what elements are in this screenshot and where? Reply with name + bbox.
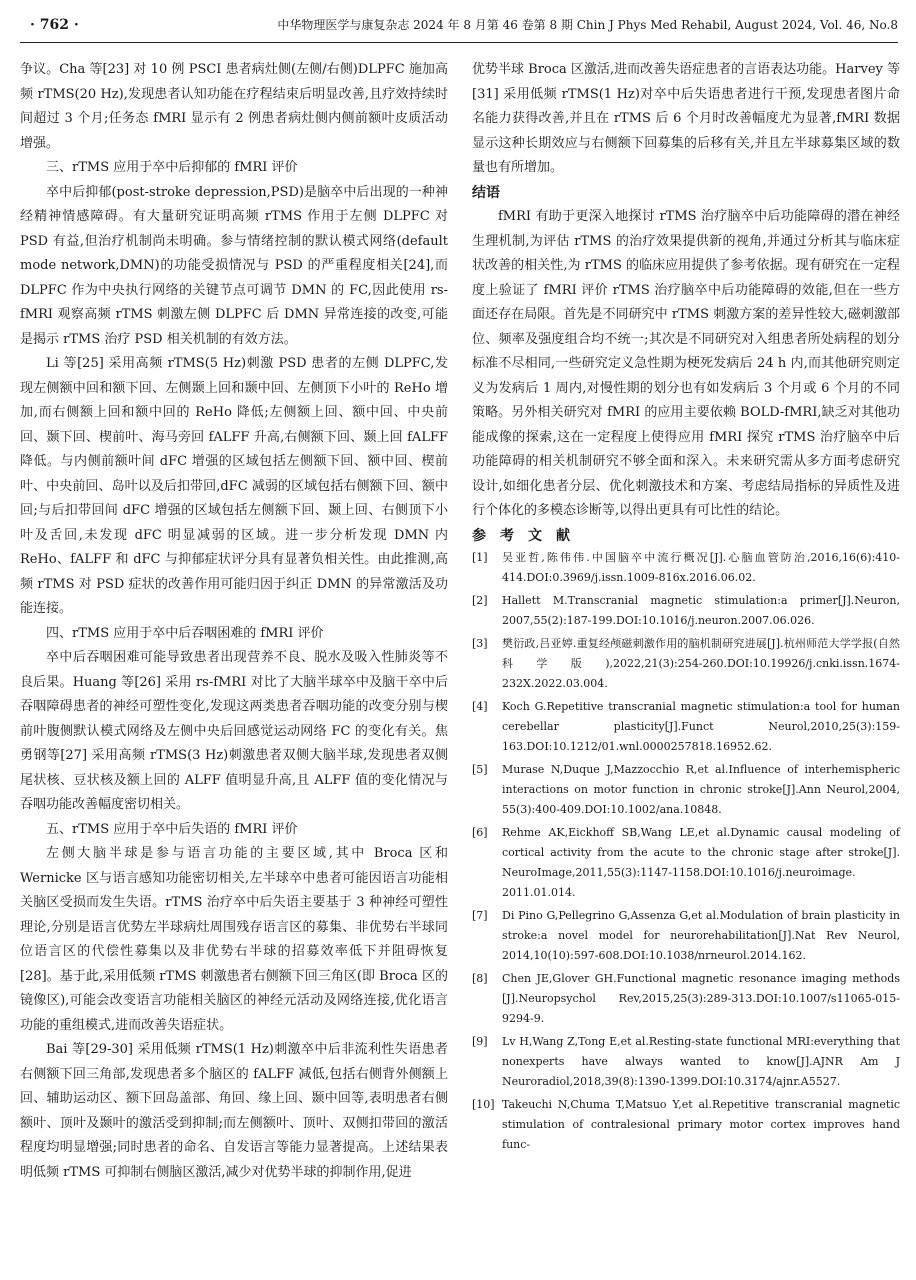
body-paragraph: 卒中后抑郁(post-stroke depression,PSD)是脑卒中后出现的一种神经精神情感障碍。有大量研究证明高频 rTMS 作用于左侧 DLPFC 对 PSD 有益,但治疗机制尚未明确。参与情绪控制的默认模式网络(default mode network,DMN)的功能受损情况与 PSD 的严重程度相关[24],而 DLPFC 作为中央执行网络的关键节点可调节 DMN 的 FC,因此使用 rs-fMRI 观察高频 rTMS 刺激左侧 DLPFC 后 DMN 异常连接的改变,可能是揭示 rTMS 治疗 PSD 相关机制的有效方法。 [20, 184, 448, 347]
page-number: · 762 · [30, 17, 79, 33]
reference-item [472, 634, 900, 694]
reference-number: [2] [472, 594, 488, 607]
reference-item [472, 823, 900, 903]
reference-item [472, 906, 900, 966]
reference-item [472, 1095, 900, 1155]
reference-text: Takeuchi N,Chuma T,Matsuo Y,et al.Repetitive transcranial magnetic stimulation of contralesional primary motor cortex improves hand func- [502, 1098, 900, 1151]
reference-number: [5] [472, 763, 488, 776]
body-paragraph: fMRI 有助于更深入地探讨 rTMS 治疗脑卒中后功能障碍的潜在神经生理机制,为评估 rTMS 的治疗效果提供新的视角,并通过分析其与临床症状改善的相关性,为 rTMS 的临床应用提供了参考依据。现有研究在一定程度上验证了 fMRI 评价 rTMS 治疗脑卒中后功能障碍的效能,但在一些方面还存在局限。首先是不同研究中 rTMS 刺激方案的差异性较大,磁刺激部位、频率及强度组合均不统一;其次是不同研究对入组患者所处病程的划分标准不尽相同,一些研究定义急性期为梗死发病后 24 h 内,而其他研究则定义为发病后 1 周内,对慢性期的划分也有如发病后 3 个月或 6 个月的不同策略。另外相关研究对 fMRI 的应用主要依赖 BOLD-fMRI,缺乏对其他功能成像的探索,这在一定程度上使得应用 fMRI 探究 rTMS 治疗脑卒中后功能障碍的相关机制研究不够全面和深入。未来研究需从多方面考虑研究设计,如细化患者分层、优化刺激技术和方案、考虑结局指标的异质性及进行个体化的多模态诊断等,以得出更具有可比性的结论。 [472, 209, 900, 518]
reference-number: [4] [472, 700, 488, 713]
reference-text: Chen JE,Glover GH.Functional magnetic resonance imaging methods [J].Neuropsychol Rev,2015,25(3):289-313.DOI:10.1007/s11065-015-9294-9. [502, 972, 900, 1025]
right-column [472, 58, 900, 1158]
reference-item [472, 1032, 900, 1092]
reference-number: [8] [472, 972, 488, 985]
section-heading: 五、rTMS 应用于卒中后失语的 fMRI 评价 [46, 821, 298, 837]
running-header [20, 12, 898, 43]
reference-text: 吴亚哲,陈伟伟.中国脑卒中流行概况[J].心脑血管防治,2016,16(6):410-414.DOI:0.3969/j.issn.1009-816x.2016.06.02. [502, 551, 900, 584]
body-paragraph: Bai 等[29-30] 采用低频 rTMS(1 Hz)刺激卒中后非流利性失语患者右侧额下回三角部,发现患者多个脑区的 fALFF 减低,包括右侧背外侧额上回、辅助运动区、额下回岛盖部、角回、缘上回、颞中回等,表明患者右侧额叶、顶叶及颞叶的激活受到抑制;而左侧额叶、顶叶、双侧扣带回的激活程度均明显增强;同时患者的命名、自发语言等能力显著提高。上述结果表明低频 rTMS 可抑制右侧脑区激活,减少对优势半球的抑制作用,促进 [20, 1042, 448, 1180]
reference-number: [9] [472, 1035, 488, 1048]
section-heading: 四、rTMS 应用于卒中后吞咽困难的 fMRI 评价 [46, 625, 324, 641]
reference-text: 樊衍政,吕亚婷.重复经颅磁刺激作用的脑机制研究进展[J].杭州师范大学学报(自然科学版),2022,21(3):254-260.DOI:10.19926/j.cnki.issn.1674-232X.2022.03.004. [502, 637, 900, 690]
reference-item [472, 591, 900, 631]
reference-item [472, 760, 900, 820]
reference-text: Rehme AK,Eickhoff SB,Wang LE,et al.Dynamic causal modeling of cortical activity from the acute to the chronic stage after stroke[J]. NeuroImage,2011,55(3):1147-1158.DOI:10.1016/j.neuroimage. 2011.01.014. [502, 826, 900, 899]
journal-citation: 中华物理医学与康复杂志 2024 年 8 月第 46 卷第 8 期 Chin J Phys Med Rehabil, August 2024, Vol. 46, No.8 [277, 18, 898, 32]
left-column [20, 58, 448, 1185]
body-paragraph: 左侧大脑半球是参与语言功能的主要区域,其中 Broca 区和 Wernicke 区与语言感知功能密切相关,左半球卒中患者可能因语言功能相关脑区受损而发生失语。rTMS 治疗卒中后失语主要基于 3 种神经可塑性理论,分别是语言优势左半球病灶周围残存语言区的募集、非优势右半球同位语言区的代偿性募集以及非优势右半球的招募效率低下并阻碍恢复[28]。基于此,采用低频 rTMS 刺激患者右侧额下回三角区(即 Broca 区的镜像区),可能会改变语言功能相关脑区的神经元活动及网络连接,优化语言功能的重组模式,进而改善失语症状。 [20, 846, 448, 1033]
reference-number: [7] [472, 909, 488, 922]
reference-number: [6] [472, 826, 488, 839]
reference-number: [3] [472, 637, 488, 650]
reference-text: Lv H,Wang Z,Tong E,et al.Resting-state functional MRI:everything that nonexperts have always wanted to know[J].AJNR Am J Neuroradiol,2018,39(8):1390-1399.DOI:10.3174/ajnr.A5527. [502, 1035, 900, 1088]
reference-text: Koch G.Repetitive transcranial magnetic stimulation:a tool for human cerebellar plasticity[J].Funct Neurol,2010,25(3):159-163.DOI:10.1212/01.wnl.0000257818.16952.62. [502, 700, 900, 753]
reference-item [472, 697, 900, 757]
reference-text: Murase N,Duque J,Mazzocchio R,et al.Influence of interhemispheric interactions on motor function in chronic stroke[J].Ann Neurol,2004, 55(3):400-409.DOI:10.1002/ana.10848. [502, 763, 900, 816]
body-paragraph: 卒中后吞咽困难可能导致患者出现营养不良、脱水及吸入性肺炎等不良后果。Huang 等[26] 采用 rs-fMRI 对比了大脑半球卒中及脑干卒中后吞咽障碍患者的神经可塑性变化,发现这两类患者吞咽功能的改变分别与楔前叶腹侧默认模式网络及左侧中央后回感觉运动网络 FC 的变化有关。焦勇钢等[27] 采用高频 rTMS(3 Hz)刺激患者双侧大脑半球,发现患者双侧尾状核、豆状核及额上回的 ALFF 值明显升高,且 ALFF 值的变化情况与吞咽功能改善幅度密切相关。 [20, 650, 448, 812]
reference-item [472, 969, 900, 1029]
references-heading: 参考文献 [472, 527, 584, 544]
section-heading: 三、rTMS 应用于卒中后抑郁的 fMRI 评价 [46, 160, 298, 175]
body-paragraph: 争议。Cha 等[23] 对 10 例 PSCI 患者病灶侧(左侧/右侧)DLPFC 施加高频 rTMS(20 Hz),发现患者认知功能在疗程结束后明显改善,且疗效持续时间超过 3 个月;任务态 fMRI 显示有 2 例患者病灶侧内侧前额叶皮质活动增强。 [20, 62, 448, 151]
reference-text: Di Pino G,Pellegrino G,Assenza G,et al.Modulation of brain plasticity in stroke:a novel model for neurorehabilitation[J].Nat Rev Neurol, 2014,10(10):597-608.DOI:10.1038/nrneurol.2014.162. [502, 909, 900, 962]
conclusion-heading: 结语 [472, 184, 500, 201]
reference-text: Hallett M.Transcranial magnetic stimulation:a primer[J].Neuron, 2007,55(2):187-199.DOI:10.1016/j.neuron.2007.06.026. [502, 594, 900, 627]
reference-number: [10] [472, 1098, 495, 1111]
body-paragraph: Li 等[25] 采用高频 rTMS(5 Hz)刺激 PSD 患者的左侧 DLPFC,发现左侧额中回和额下回、左侧颞上回和颞中回、左侧顶下小叶的 ReHo 增加,而右侧额上回和额中回的 ReHo 降低;左侧额上回、额中回、中央前回、颞下回、楔前叶、海马旁回 fALFF 升高,右侧额下回、颞上回 fALFF 降低。与内侧前额叶间 dFC 增强的区域包括左侧额下回、额中回、楔前叶、中央前回、岛叶以及后扣带回,dFC 减弱的区域包括右侧额下回、额中回;与后扣带回间 dFC 增强的区域包括左侧额下回、颞上回、右侧顶下小叶及舌回,未发现 dFC 明显减弱的区域。进一步分析发现 DMN 内 ReHo、fALFF 和 dFC 与抑郁症状评分具有显著负相关性。由此推测,高频 rTMS 对 PSD 症状的改善作用可能归因于纠正 DMN 的异常激活及功能连接。 [20, 356, 448, 616]
body-paragraph: 优势半球 Broca 区激活,进而改善失语症患者的言语表达功能。Harvey 等[31] 采用低频 rTMS(1 Hz)对卒中后失语患者进行干预,发现患者图片命名能力获得改善,并且在 rTMS 后 6 个月时改善幅度尤为显著,fMRI 数据显示这种长期效应与右侧额下回募集的后移有关,并且左半球募集区域的数量也有所增加。 [472, 62, 900, 175]
reference-item [472, 548, 900, 588]
reference-list [472, 548, 900, 1155]
reference-number: [1] [472, 551, 488, 564]
